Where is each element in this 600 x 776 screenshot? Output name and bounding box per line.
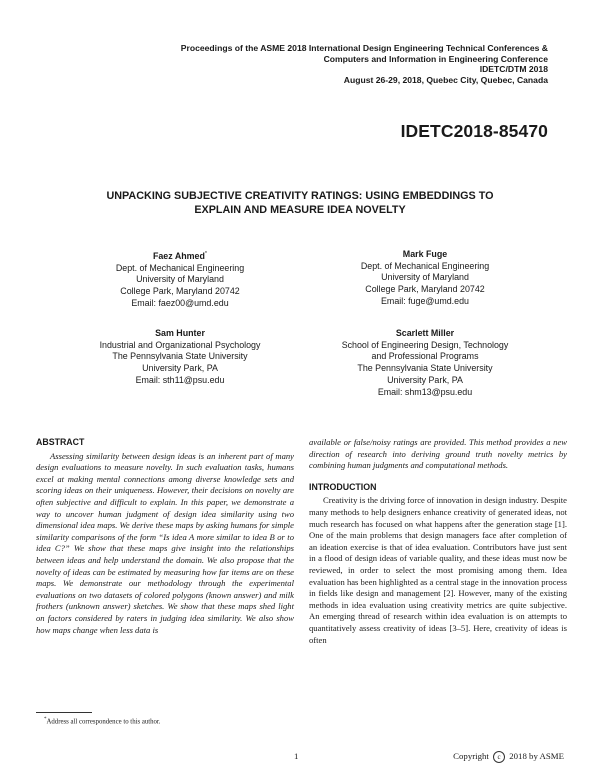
author-email: Email: shm13@psu.edu — [377, 386, 473, 397]
abstract-continuation: available or false/noisy ratings are provided. This method provides a new direction of research into deriving ground truth novelty metrics by combining human judgments and computational methods. — [309, 437, 567, 471]
header-line: Proceedings of the ASME 2018 International Design Engineering Technical Conferences & — [180, 43, 548, 53]
copyright-suffix: 2018 by ASME — [509, 751, 564, 762]
author-affiliation-line: University Park, PA — [387, 374, 463, 385]
author-affiliation-line: College Park, Maryland 20742 — [365, 284, 485, 295]
header-line: August 26-29, 2018, Quebec City, Quebec, Canada — [343, 74, 548, 85]
author-affiliation-line: University of Maryland — [136, 274, 224, 285]
author-block — [305, 249, 545, 308]
author-affiliation-line: School of Engineering Design, Technology — [341, 339, 509, 350]
paper-id: IDETC2018-85470 — [400, 121, 548, 141]
footnote-mark: * — [44, 717, 47, 722]
author-mark: * — [204, 251, 208, 257]
page-number: 1 — [294, 751, 299, 761]
author-block — [60, 328, 300, 387]
left-column — [36, 437, 294, 636]
header-line: IDETC/DTM 2018 — [479, 64, 548, 75]
author-affiliation-line: The Pennsylvania State University — [357, 363, 493, 374]
copyright-notice — [453, 751, 564, 763]
right-column — [309, 437, 567, 646]
author-name: Scarlett Miller — [395, 328, 455, 338]
author-affiliation-line: Dept. of Mechanical Engineering — [360, 260, 490, 271]
author-block — [305, 328, 545, 398]
abstract-heading: ABSTRACT — [36, 437, 85, 447]
copyright-symbol: c — [493, 751, 505, 763]
author-affiliation-line: University of Maryland — [381, 272, 469, 283]
author-affiliation-line: The Pennsylvania State University — [112, 351, 248, 362]
author-name: Faez Ahmed — [152, 250, 205, 261]
footnote-text: Address all correspondence to this author. — [46, 718, 161, 726]
footnote-rule — [36, 712, 92, 713]
header-line: Computers and Information in Engineering Conference — [323, 53, 548, 64]
author-email: Email: fuge@umd.edu — [381, 295, 469, 306]
author-block — [60, 249, 300, 309]
author-email: Email: faez00@umd.edu — [131, 297, 229, 308]
introduction-heading: INTRODUCTION — [309, 481, 377, 492]
introduction-text: Creativity is the driving force of innovation in design industry. Despite many methods to help designers enhance creativity of generated ideas, not much research has focused on what happens after the generation stage [1]. One of the main problems that design managers face after completion of an ideation exercise is that of idea evaluation. Contributors have just sent in a flood of design ideas of variable quality, and these ideas must now be reviewed, in order to select the most promising among them. Idea evaluation has been highlighted as a central stage in the innovation process in fields like design and management [2]. However, many of the existing methods in idea evaluation using creativity metrics are quite subjective. An emerging thread of research within idea evaluation is on attempts to quantitatively assess creativity of ideas [3–5]. Here, creativity of ideas is often — [309, 495, 567, 645]
author-affiliation-line: University Park, PA — [142, 363, 218, 374]
author-email: Email: sth11@psu.edu — [135, 374, 225, 385]
conference-header — [78, 43, 548, 85]
author-name: Mark Fuge — [402, 249, 448, 259]
author-affiliation-line: and Professional Programs — [371, 351, 479, 362]
author-affiliation-line: College Park, Maryland 20742 — [120, 286, 240, 297]
abstract-text: Assessing similarity between design ideas is an inherent part of many design evaluations to measure novelty. In such evaluation tasks, humans excel at making mental connections among diverse knowledge sets and scoring ideas on their uniqueness. However, their decisions on novelty are often subjective and difficult to explain. In this paper, we demonstrate a way to uncover human judgment of design idea similarity using two dimensional idea maps. We derive these maps by asking humans for simple similarity comparisons of the form “Is idea A more similar to idea B or to idea C?” We show that these maps give insight into the relationships between ideas and help understand the domain. We also propose that the novelty of ideas can be estimated by measuring how far items are on these maps. We demonstrate our methodology through the experimental evaluations on two datasets of colored polygons (known answer) and milk frothers (unknown answer) sketches. We show that these maps shed light on factors considered by raters in judging idea similarity. We also show how maps change when less data is — [36, 450, 294, 635]
title-line: UNPACKING SUBJECTIVE CREATIVITY RATINGS: USING EMBEDDINGS TO — [106, 190, 494, 202]
author-name: Sam Hunter — [155, 328, 205, 338]
copyright-prefix: Copyright — [453, 751, 489, 762]
author-affiliation-line: Dept. of Mechanical Engineering — [115, 262, 245, 273]
paper-title — [60, 190, 540, 217]
footnote — [44, 717, 161, 725]
author-affiliation-line: Industrial and Organizational Psychology — [99, 339, 261, 350]
title-line: EXPLAIN AND MEASURE IDEA NOVELTY — [194, 203, 406, 216]
